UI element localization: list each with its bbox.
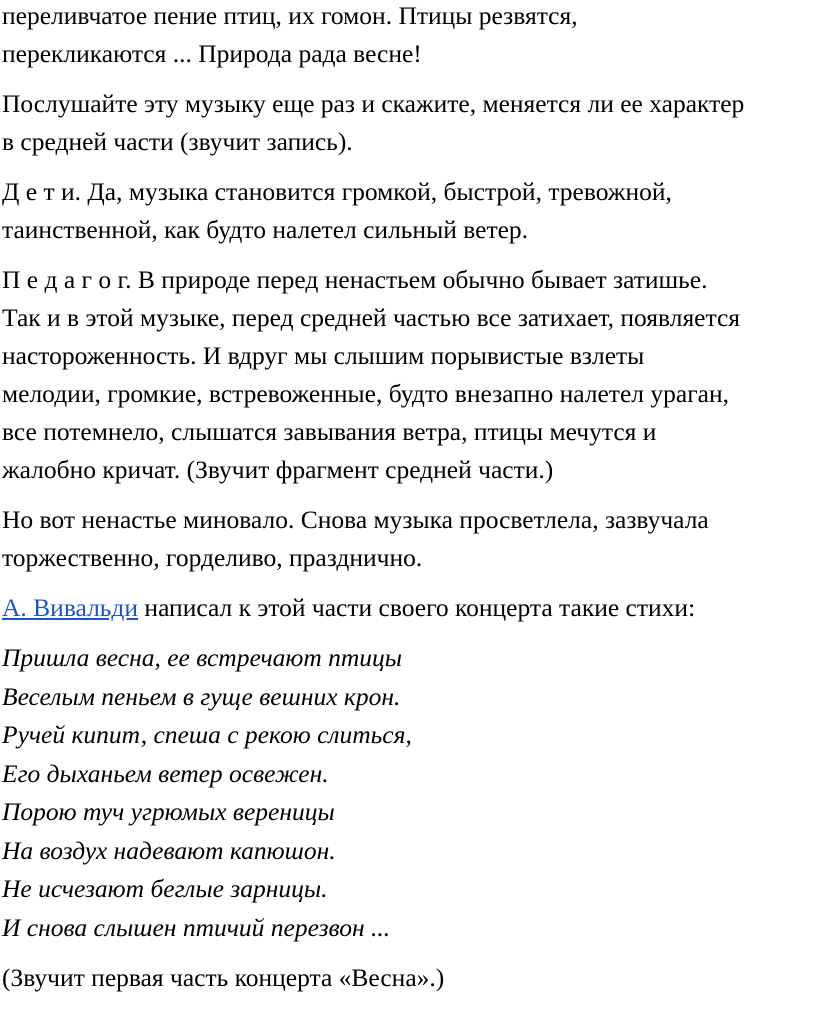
text-line: переливчатое пение птиц, их гомон. Птицы резвятся, — [2, 1, 578, 30]
text-line: (Звучит первая часть концерта «Весна».) — [2, 963, 445, 992]
paragraph-children — [2, 173, 816, 249]
text-line: все потемнело, слышатся завывания ветра, птицы мечутся и — [2, 417, 657, 446]
text-line: таинственной, как будто налетел сильный ветер. — [2, 215, 529, 244]
text-line: в средней части (звучит запись). — [2, 127, 353, 156]
paragraph-storm-passed — [2, 501, 816, 577]
poem-line: Не исчезают беглые зарницы. — [2, 874, 328, 903]
poem-line: Его дыханьем ветер освежен. — [2, 758, 329, 788]
paragraph-vivaldi — [2, 589, 816, 627]
text-line: мелодии, громкие, встревоженные, будто внезапно налетел ураган, — [2, 379, 729, 408]
vivaldi-link[interactable]: А. Вивальди — [2, 593, 139, 622]
poem — [2, 639, 816, 947]
text-line: Послушайте эту музыку еще раз и скажите, меняется ли ее характер — [2, 89, 745, 118]
text-line: жалобно кричат. (Звучит фрагмент средней части.) — [2, 455, 554, 484]
text-line — [2, 589, 816, 627]
text-line: Так и в этой музыке, перед средней частью все затихает, появляется — [2, 303, 740, 332]
speaker-text: . Да, музыка становится громкой, быстрой, тревожной, — [74, 177, 672, 206]
vivaldi-text: написал к этой части своего концерта такие стихи: — [138, 593, 696, 622]
text-line: Но вот ненастье миновало. Снова музыка просветлела, зазвучала — [2, 505, 709, 534]
poem-line: Пришла весна, ее встречают птицы — [2, 643, 403, 672]
speaker-children: Д е т и — [2, 177, 75, 206]
paragraph-closing — [2, 959, 816, 997]
paragraph-birds — [2, 0, 816, 73]
poem-line: Веселым пеньем в гуще вешних крон. — [2, 681, 401, 711]
poem-line: Ручей кипит, спеша с рекою слиться, — [2, 720, 412, 749]
text-line: настороженность. И вдруг мы слышим порывистые взлеты — [2, 341, 645, 370]
text-line: перекликаются ... Природа рада весне! — [2, 39, 422, 68]
paragraph-listen-again — [2, 85, 816, 161]
speaker-text: . В природе перед ненастьем обычно бывает затишье. — [125, 265, 708, 294]
poem-line: И снова слышен птичий перезвон ... — [2, 912, 391, 942]
poem-line: На воздух надевают капюшон. — [2, 835, 336, 865]
paragraph-teacher — [2, 261, 816, 489]
poem-line: Порою туч угрюмых вереницы — [2, 797, 335, 826]
text-line: торжественно, горделиво, празднично. — [2, 543, 423, 572]
text-line — [2, 173, 816, 211]
speaker-teacher: П е д а г о г — [2, 265, 126, 294]
text-line — [2, 261, 816, 299]
